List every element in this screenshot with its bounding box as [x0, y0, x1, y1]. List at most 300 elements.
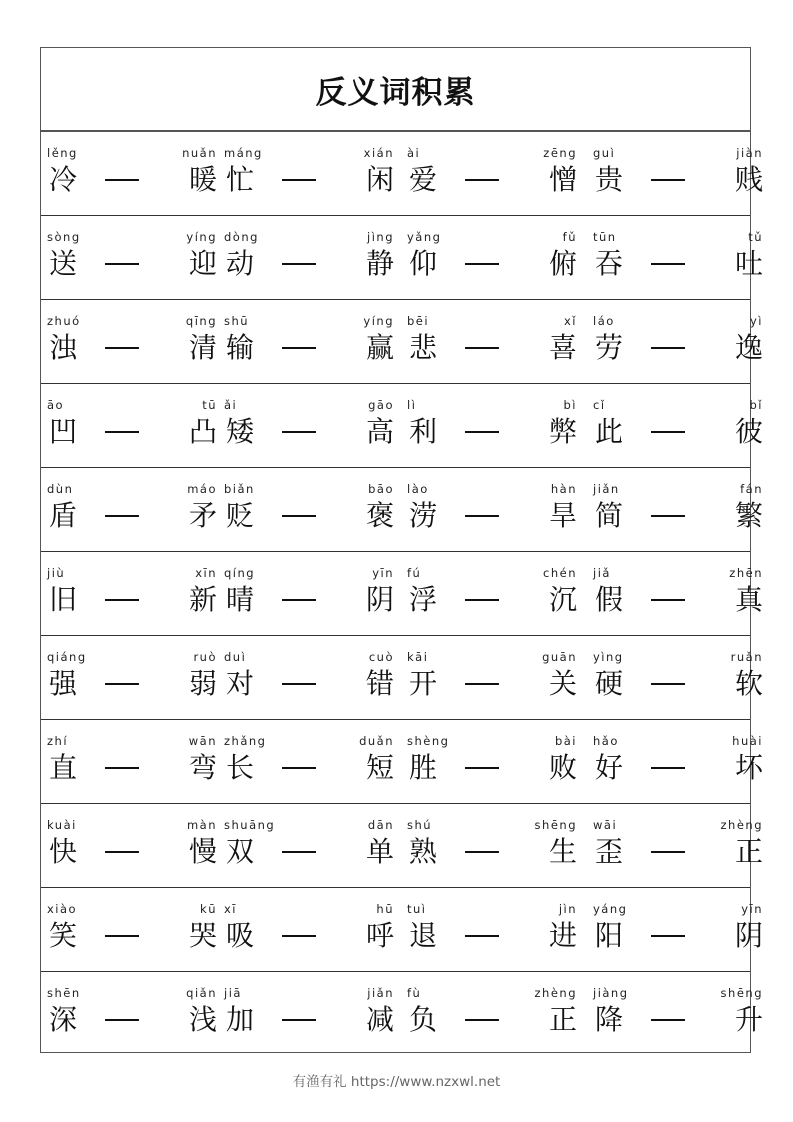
em-dash-separator [465, 851, 499, 853]
pinyin-label: duì [224, 650, 247, 664]
word-cell-right [346, 468, 394, 552]
word-cell-right [346, 300, 394, 384]
pinyin-label: shū [224, 314, 250, 328]
hanzi-character: 忙 [226, 163, 255, 196]
pinyin-label: wāi [593, 818, 618, 832]
hanzi-character: 盾 [49, 499, 78, 532]
antonym-row [41, 888, 763, 972]
word-cell-left [593, 804, 641, 888]
antonym-pair [47, 384, 217, 468]
hanzi-character: 憎 [548, 163, 577, 196]
antonym-pair [47, 972, 217, 1056]
hanzi-character: 旧 [49, 583, 78, 616]
hanzi-character: 对 [226, 667, 255, 700]
word-cell-left [407, 216, 455, 300]
pinyin-label: wān [188, 734, 217, 748]
pinyin-label: duǎn [359, 734, 394, 748]
word-cell-right [169, 468, 217, 552]
em-dash-separator [105, 851, 139, 853]
em-dash-separator [282, 1019, 316, 1021]
word-cell-right [169, 132, 217, 216]
word-cell-left [407, 300, 455, 384]
pinyin-label: fù [407, 986, 422, 1000]
hanzi-character: 弊 [548, 415, 577, 448]
pinyin-label: gāo [368, 398, 394, 412]
antonym-pair [407, 300, 577, 384]
em-dash-separator [282, 431, 316, 433]
hanzi-character: 错 [365, 667, 394, 700]
word-cell-right [529, 132, 577, 216]
antonym-pair [47, 720, 217, 804]
hanzi-character: 吐 [734, 247, 763, 280]
word-cell-left [593, 888, 641, 972]
hanzi-character: 俯 [548, 247, 577, 280]
hanzi-character: 哭 [188, 919, 217, 952]
word-cell-right [715, 132, 763, 216]
pinyin-label: yīn [372, 566, 394, 580]
hanzi-character: 冷 [49, 163, 78, 196]
pinyin-label: lěng [47, 146, 78, 160]
antonym-pair [407, 552, 577, 636]
word-cell-left [47, 552, 95, 636]
hanzi-character: 贱 [734, 163, 763, 196]
em-dash-separator [465, 1019, 499, 1021]
em-dash-separator [465, 179, 499, 181]
word-cell-right [346, 720, 394, 804]
pinyin-label: lào [407, 482, 429, 496]
hanzi-character: 晴 [226, 583, 255, 616]
antonym-pair [224, 804, 394, 888]
word-cell-right [529, 468, 577, 552]
em-dash-separator [465, 431, 499, 433]
em-dash-separator [282, 347, 316, 349]
pinyin-label: tuì [407, 902, 427, 916]
pinyin-label: qiǎn [186, 986, 217, 1000]
em-dash-separator [282, 179, 316, 181]
em-dash-separator [282, 683, 316, 685]
pinyin-label: dān [367, 818, 394, 832]
pinyin-label: dòng [224, 230, 259, 244]
pinyin-label: ài [407, 146, 421, 160]
pinyin-label: hǎo [593, 734, 619, 748]
antonym-pair [224, 636, 394, 720]
pinyin-label: jiàng [593, 986, 629, 1000]
hanzi-character: 输 [226, 331, 255, 364]
word-cell-right [346, 888, 394, 972]
antonym-pair [593, 720, 763, 804]
em-dash-separator [282, 767, 316, 769]
pinyin-label: màn [186, 818, 217, 832]
hanzi-character: 浮 [409, 583, 438, 616]
antonym-pair [593, 468, 763, 552]
word-cell-right [169, 216, 217, 300]
word-cell-right [169, 384, 217, 468]
pinyin-label: bǐ [749, 398, 763, 412]
antonym-pair [593, 216, 763, 300]
hanzi-character: 减 [365, 1003, 394, 1036]
hanzi-character: 仰 [409, 247, 438, 280]
word-cell-right [529, 720, 577, 804]
em-dash-separator [105, 767, 139, 769]
pinyin-label: jìn [558, 902, 577, 916]
antonym-pair [224, 132, 394, 216]
hanzi-character: 凸 [188, 415, 217, 448]
pinyin-label: cǐ [593, 398, 606, 412]
word-cell-left [47, 384, 95, 468]
em-dash-separator [282, 263, 316, 265]
pinyin-label: qiáng [47, 650, 87, 664]
pinyin-label: yǎng [407, 230, 442, 244]
em-dash-separator [465, 263, 499, 265]
hanzi-character: 清 [188, 331, 217, 364]
word-cell-left [224, 972, 272, 1056]
word-cell-left [47, 468, 95, 552]
word-cell-right [529, 888, 577, 972]
pinyin-label: bāo [368, 482, 394, 496]
hanzi-character: 褒 [365, 499, 394, 532]
word-cell-left [407, 888, 455, 972]
word-cell-left [47, 888, 95, 972]
hanzi-character: 浅 [188, 1003, 217, 1036]
hanzi-character: 送 [49, 247, 78, 280]
word-cell-right [169, 888, 217, 972]
hanzi-character: 动 [226, 247, 255, 280]
hanzi-character: 逸 [734, 331, 763, 364]
pinyin-label: tū [202, 398, 217, 412]
hanzi-character: 笑 [49, 919, 78, 952]
antonym-pair [593, 552, 763, 636]
word-cell-right [346, 552, 394, 636]
hanzi-character: 熟 [409, 835, 438, 868]
word-cell-left [47, 720, 95, 804]
antonym-row [41, 636, 763, 720]
antonym-pair [593, 300, 763, 384]
word-cell-left [224, 132, 272, 216]
pinyin-label: chén [543, 566, 577, 580]
hanzi-character: 长 [226, 751, 255, 784]
hanzi-character: 正 [548, 1003, 577, 1036]
antonym-pair [224, 720, 394, 804]
em-dash-separator [651, 431, 685, 433]
antonym-pair [224, 384, 394, 468]
pinyin-label: jiàn [736, 146, 763, 160]
em-dash-separator [105, 599, 139, 601]
pinyin-label: shú [407, 818, 433, 832]
word-cell-left [407, 636, 455, 720]
pinyin-label: ruǎn [730, 650, 763, 664]
pinyin-label: tūn [593, 230, 617, 244]
hanzi-character: 弯 [188, 751, 217, 784]
hanzi-character: 歪 [595, 835, 624, 868]
antonym-pair [47, 132, 217, 216]
hanzi-character: 呼 [365, 919, 394, 952]
word-cell-left [47, 972, 95, 1056]
antonym-pair [224, 468, 394, 552]
hanzi-character: 静 [365, 247, 394, 280]
pinyin-label: huài [732, 734, 763, 748]
pinyin-label: kū [200, 902, 217, 916]
hanzi-character: 繁 [734, 499, 763, 532]
antonym-pair [407, 972, 577, 1056]
pinyin-label: xián [363, 146, 394, 160]
pinyin-label: zhèng [534, 986, 577, 1000]
em-dash-separator [282, 515, 316, 517]
word-cell-left [593, 216, 641, 300]
hanzi-character: 悲 [409, 331, 438, 364]
antonym-pair [224, 216, 394, 300]
pinyin-label: fán [740, 482, 763, 496]
hanzi-character: 好 [595, 751, 624, 784]
em-dash-separator [282, 851, 316, 853]
em-dash-separator [105, 179, 139, 181]
pinyin-label: jiā [224, 986, 242, 1000]
pinyin-label: láo [593, 314, 615, 328]
word-cell-left [593, 972, 641, 1056]
word-cell-right [715, 300, 763, 384]
pinyin-label: bēi [407, 314, 430, 328]
hanzi-character: 闲 [365, 163, 394, 196]
pinyin-label: kāi [407, 650, 429, 664]
em-dash-separator [651, 515, 685, 517]
pinyin-label: cuò [368, 650, 394, 664]
pinyin-label: xiào [47, 902, 78, 916]
antonym-pair [224, 300, 394, 384]
antonym-rows [41, 132, 763, 1056]
pinyin-label: fǔ [562, 230, 577, 244]
hanzi-character: 简 [595, 499, 624, 532]
pinyin-label: jiǎ [593, 566, 611, 580]
antonym-pair [407, 804, 577, 888]
hanzi-character: 弱 [188, 667, 217, 700]
em-dash-separator [105, 263, 139, 265]
word-cell-left [47, 216, 95, 300]
em-dash-separator [651, 1019, 685, 1021]
word-cell-right [169, 636, 217, 720]
hanzi-character: 快 [49, 835, 78, 868]
pinyin-label: shēng [720, 986, 763, 1000]
hanzi-character: 深 [49, 1003, 78, 1036]
word-cell-right [169, 972, 217, 1056]
em-dash-separator [282, 599, 316, 601]
word-cell-right [169, 720, 217, 804]
pinyin-label: zhuó [47, 314, 81, 328]
hanzi-character: 阳 [595, 919, 624, 952]
word-cell-right [169, 552, 217, 636]
hanzi-character: 慢 [188, 835, 217, 868]
antonym-pair [593, 384, 763, 468]
hanzi-character: 阴 [365, 583, 394, 616]
pinyin-label: máng [224, 146, 263, 160]
hanzi-character: 短 [365, 751, 394, 784]
word-cell-left [593, 468, 641, 552]
pinyin-label: zhǎng [224, 734, 267, 748]
word-cell-left [224, 300, 272, 384]
word-cell-right [346, 216, 394, 300]
hanzi-character: 新 [188, 583, 217, 616]
word-cell-right [346, 636, 394, 720]
antonym-row [41, 384, 763, 468]
hanzi-character: 浊 [49, 331, 78, 364]
hanzi-character: 真 [734, 583, 763, 616]
antonym-pair [224, 552, 394, 636]
antonym-pair [407, 888, 577, 972]
antonym-pair [407, 132, 577, 216]
word-cell-left [407, 804, 455, 888]
pinyin-label: xǐ [563, 314, 577, 328]
hanzi-character: 矛 [188, 499, 217, 532]
antonym-pair [593, 636, 763, 720]
pinyin-label: yíng [363, 314, 394, 328]
word-cell-left [224, 804, 276, 888]
antonym-row [41, 972, 763, 1056]
hanzi-character: 软 [734, 667, 763, 700]
em-dash-separator [651, 263, 685, 265]
antonym-pair [47, 636, 217, 720]
hanzi-character: 加 [226, 1003, 255, 1036]
antonym-row [41, 468, 763, 552]
hanzi-character: 沉 [548, 583, 577, 616]
hanzi-character: 高 [365, 415, 394, 448]
hanzi-character: 降 [595, 1003, 624, 1036]
word-cell-right [715, 972, 763, 1056]
antonym-row [41, 804, 763, 888]
pinyin-label: lì [407, 398, 417, 412]
footer-watermark: 有渔有礼 https://www.nzxwl.net [292, 1074, 501, 1090]
hanzi-character: 坏 [734, 751, 763, 784]
hanzi-character: 贵 [595, 163, 624, 196]
pinyin-label: zhí [47, 734, 69, 748]
pinyin-label: fú [407, 566, 422, 580]
pinyin-label: shēn [47, 986, 81, 1000]
hanzi-character: 进 [548, 919, 577, 952]
antonym-pair [47, 888, 217, 972]
pinyin-label: hàn [550, 482, 577, 496]
word-cell-left [407, 132, 455, 216]
antonym-pair [593, 132, 763, 216]
word-cell-left [593, 552, 641, 636]
em-dash-separator [105, 431, 139, 433]
antonym-worksheet [40, 47, 763, 1053]
word-cell-right [529, 216, 577, 300]
antonym-pair [407, 636, 577, 720]
word-cell-right [346, 384, 394, 468]
hanzi-character: 负 [409, 1003, 438, 1036]
antonym-pair [224, 972, 394, 1056]
antonym-pair [407, 720, 577, 804]
hanzi-character: 单 [365, 835, 394, 868]
word-cell-right [529, 552, 577, 636]
pinyin-label: bì [563, 398, 577, 412]
antonym-pair [47, 300, 217, 384]
word-cell-left [407, 720, 455, 804]
hanzi-character: 劳 [595, 331, 624, 364]
em-dash-separator [105, 347, 139, 349]
pinyin-label: jiǎn [367, 986, 394, 1000]
hanzi-character: 旱 [548, 499, 577, 532]
antonym-pair [407, 216, 577, 300]
word-cell-left [224, 216, 272, 300]
hanzi-character: 生 [548, 835, 577, 868]
word-cell-left [224, 636, 272, 720]
word-cell-right [529, 636, 577, 720]
hanzi-character: 爱 [409, 163, 438, 196]
em-dash-separator [465, 683, 499, 685]
word-cell-left [224, 468, 272, 552]
word-cell-left [224, 552, 272, 636]
word-cell-right [169, 300, 217, 384]
page-title: 反义词积累 [315, 74, 476, 111]
word-cell-left [407, 468, 455, 552]
pinyin-label: guān [542, 650, 577, 664]
em-dash-separator [651, 851, 685, 853]
em-dash-separator [651, 179, 685, 181]
antonym-pair [407, 468, 577, 552]
hanzi-character: 赢 [365, 331, 394, 364]
antonym-row [41, 720, 763, 804]
em-dash-separator [105, 515, 139, 517]
hanzi-character: 正 [734, 835, 763, 868]
pinyin-label: nuǎn [182, 146, 217, 160]
hanzi-character: 暖 [188, 163, 217, 196]
antonym-row [41, 216, 763, 300]
word-cell-right [529, 300, 577, 384]
hanzi-character: 涝 [409, 499, 438, 532]
word-cell-right [715, 552, 763, 636]
word-cell-left [593, 300, 641, 384]
pinyin-label: jìng [367, 230, 394, 244]
word-cell-left [47, 132, 95, 216]
pinyin-label: qíng [224, 566, 256, 580]
pinyin-label: ǎi [224, 398, 238, 412]
pinyin-label: tǔ [748, 230, 763, 244]
word-cell-right [715, 888, 763, 972]
em-dash-separator [105, 683, 139, 685]
em-dash-separator [651, 347, 685, 349]
hanzi-character: 直 [49, 751, 78, 784]
antonym-pair [224, 888, 394, 972]
word-cell-left [47, 300, 95, 384]
pinyin-label: zhēn [729, 566, 763, 580]
word-cell-left [224, 888, 272, 972]
pinyin-label: guì [593, 146, 616, 160]
hanzi-character: 败 [548, 751, 577, 784]
antonym-pair [47, 216, 217, 300]
hanzi-character: 硬 [595, 667, 624, 700]
word-cell-right [715, 720, 763, 804]
hanzi-character: 开 [409, 667, 438, 700]
antonym-pair [47, 552, 217, 636]
pinyin-label: shēng [534, 818, 577, 832]
pinyin-label: yáng [593, 902, 628, 916]
pinyin-label: xīn [195, 566, 217, 580]
word-cell-left [593, 636, 641, 720]
pinyin-label: dùn [47, 482, 74, 496]
pinyin-label: yì [749, 314, 763, 328]
word-cell-left [593, 132, 641, 216]
word-cell-left [224, 384, 272, 468]
hanzi-character: 阴 [734, 919, 763, 952]
em-dash-separator [282, 935, 316, 937]
pinyin-label: shuāng [224, 818, 276, 832]
antonym-pair [407, 384, 577, 468]
word-cell-right [529, 972, 577, 1056]
em-dash-separator [465, 767, 499, 769]
antonym-row [41, 132, 763, 216]
pinyin-label: kuài [47, 818, 77, 832]
word-cell-right [169, 804, 217, 888]
pinyin-label: yìng [593, 650, 624, 664]
word-cell-left [593, 384, 641, 468]
